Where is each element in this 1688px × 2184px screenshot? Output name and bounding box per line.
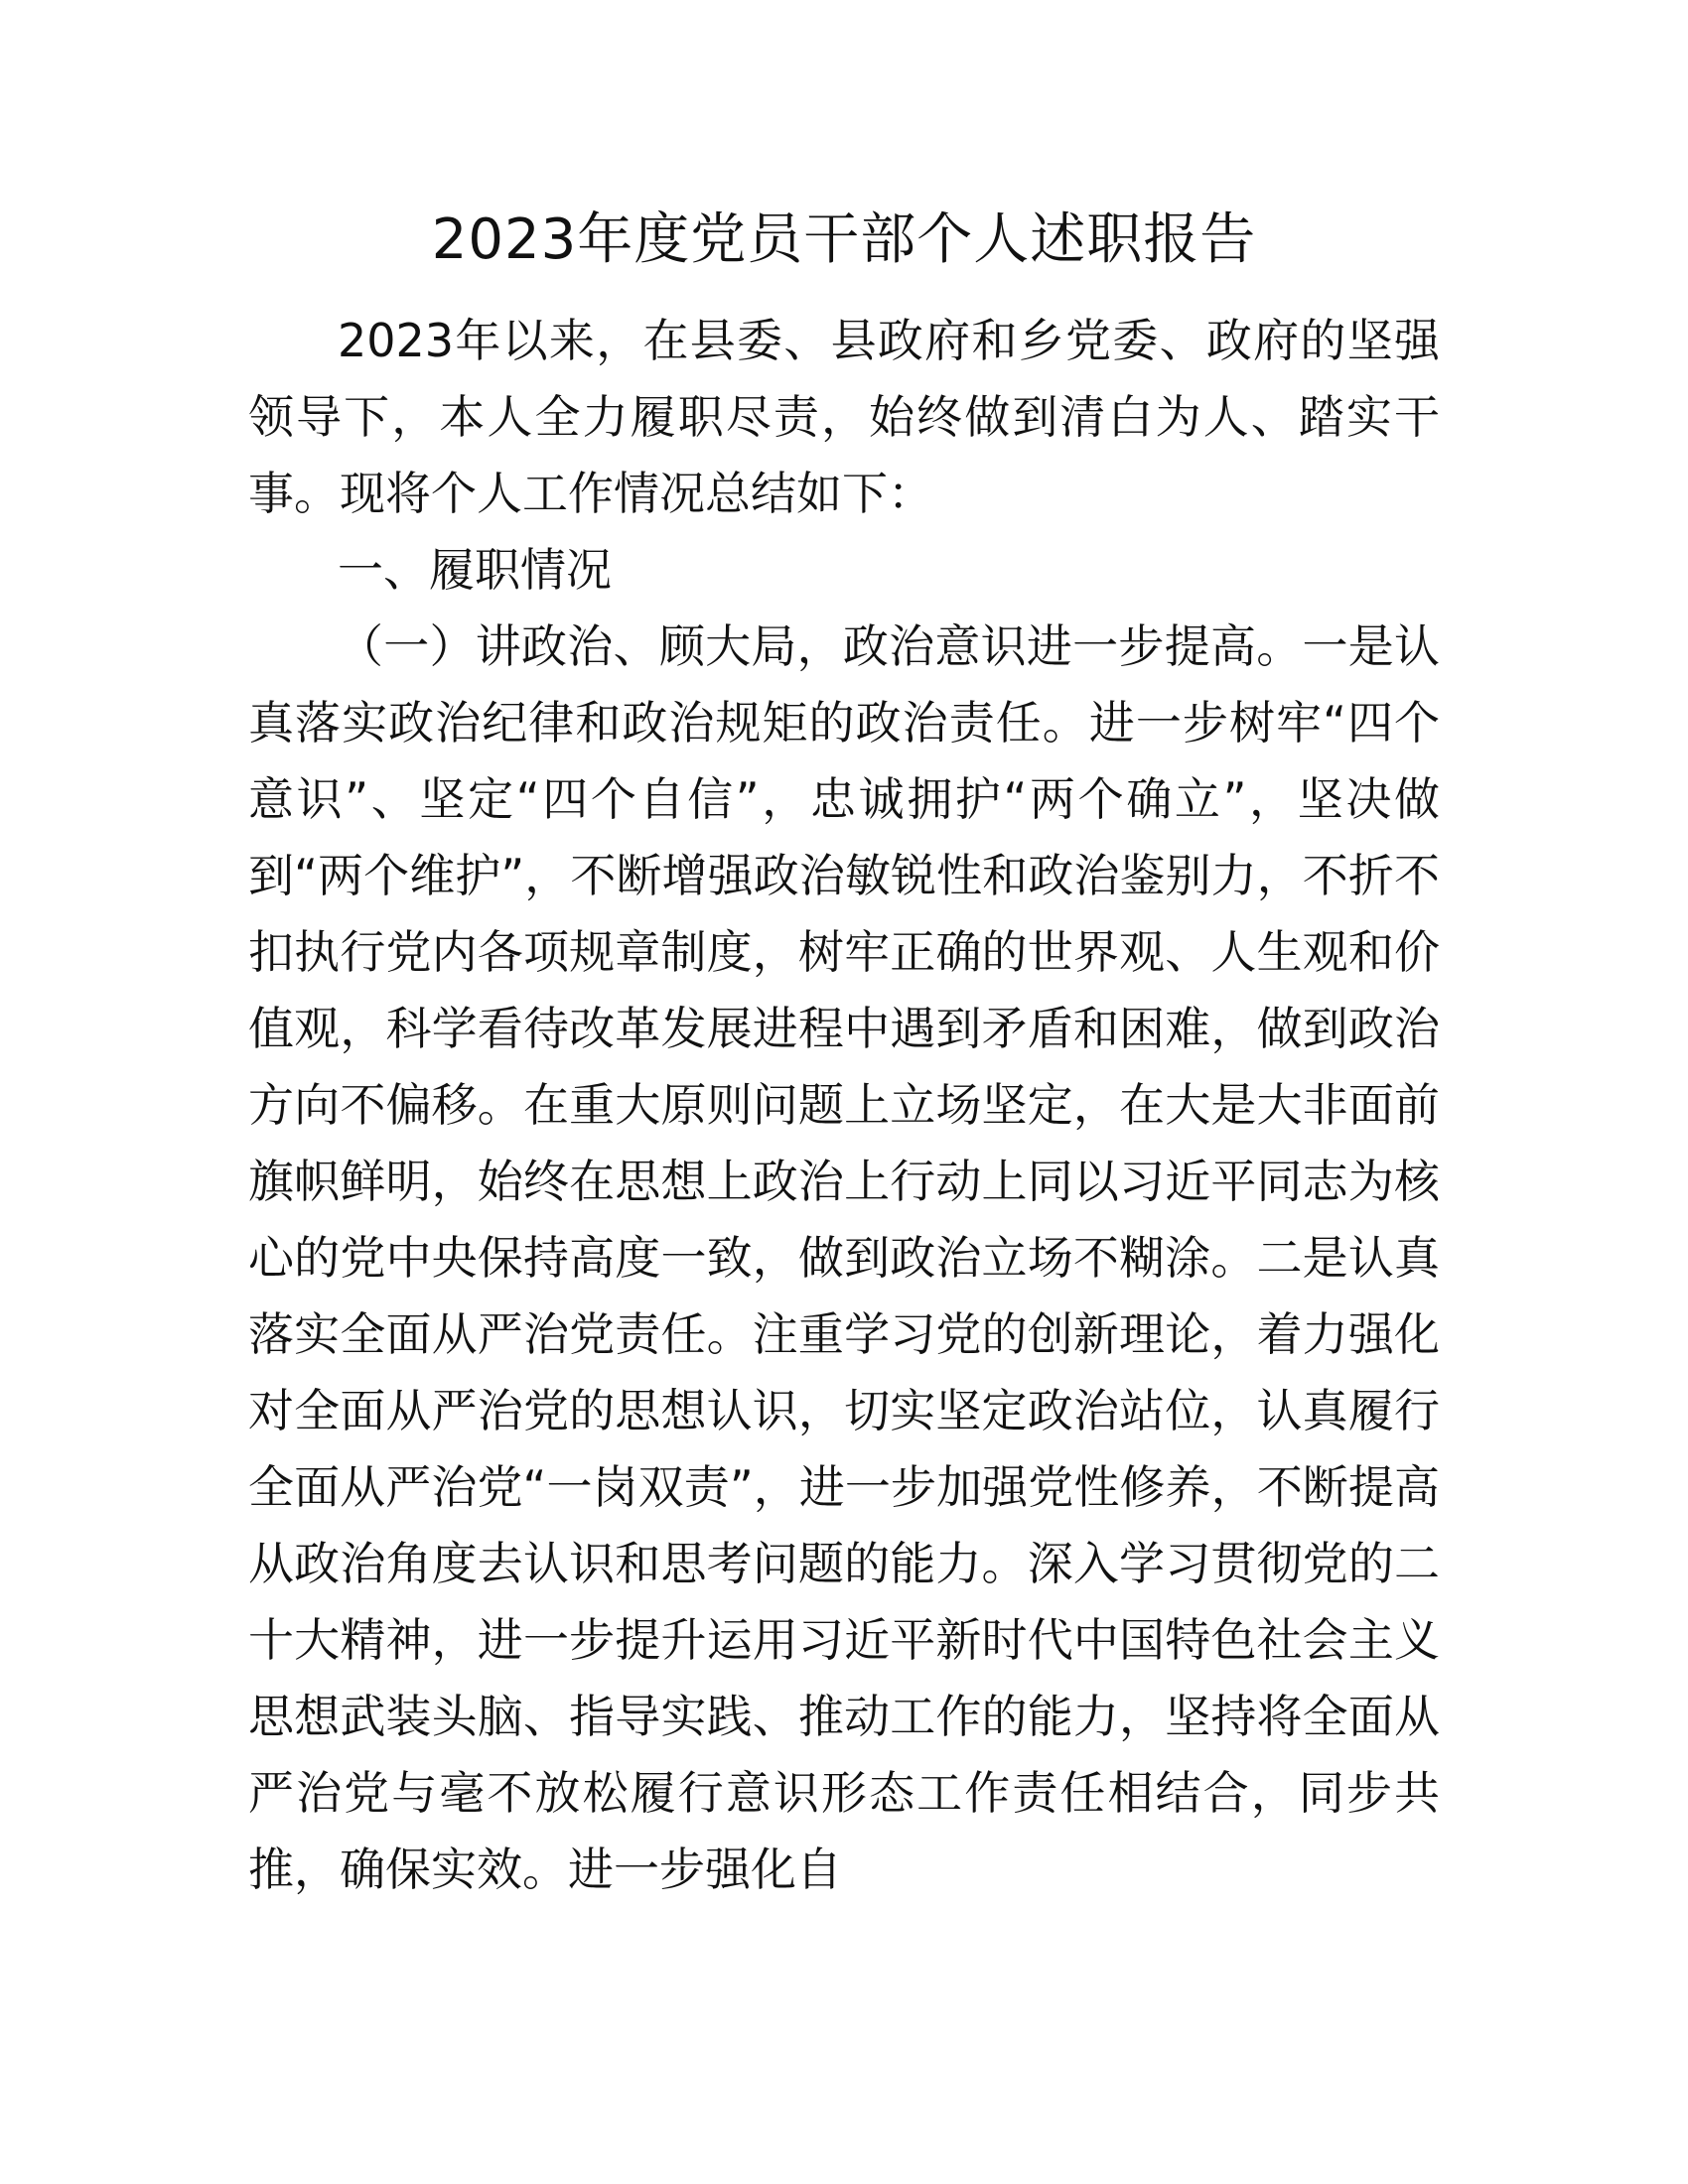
page-title: 2023年度党员干部个人述职报告 <box>431 207 1257 272</box>
intro-paragraph: 2023年以来，在县委、县政府和乡党委、政府的坚强领导下，本人全力履职尽责，始终做到清白为人、踏实干事。现将个人工作情况总结如下： <box>248 314 1440 520</box>
section-heading: 一、履职情况 <box>338 543 612 597</box>
document-body <box>248 303 1440 1908</box>
body-paragraph: （一）讲政治、顾大局，政治意识进一步提高。一是认真落实政治纪律和政治规矩的政治责任。进一步树牢“四个意识”、坚定“四个自信”，忠诚拥护“两个确立”，坚决做到“两个维护”，不断增强政治敏锐性和政治鉴别力，不折不扣执行党内各项规章制度，树牢正确的世界观、人生观和价值观，科学看待改革发展进程中遇到矛盾和困难，做到政治方向不偏移。在重大原则问题上立场坚定，在大是大非面前旗帜鲜明，始终在思想上政治上行动上同以习近平同志为核心的党中央保持高度一致，做到政治立场不糊涂。二是认真落实全面从严治党责任。注重学习党的创新理论，着力强化对全面从严治党的思想认识，切实坚定政治站位，认真履行全面从严治党“一岗双责”，进一步加强党性修养，不断提高从政治角度去认识和思考问题的能力。深入学习贯彻党的二十大精神，进一步提升运用习近平新时代中国特色社会主义思想武装头脑、指导实践、推动工作的能力，坚持将全面从严治党与毫不放松履行意识形态工作责任相结合，同步共推，确保实效。进一步强化自 <box>248 619 1440 1896</box>
